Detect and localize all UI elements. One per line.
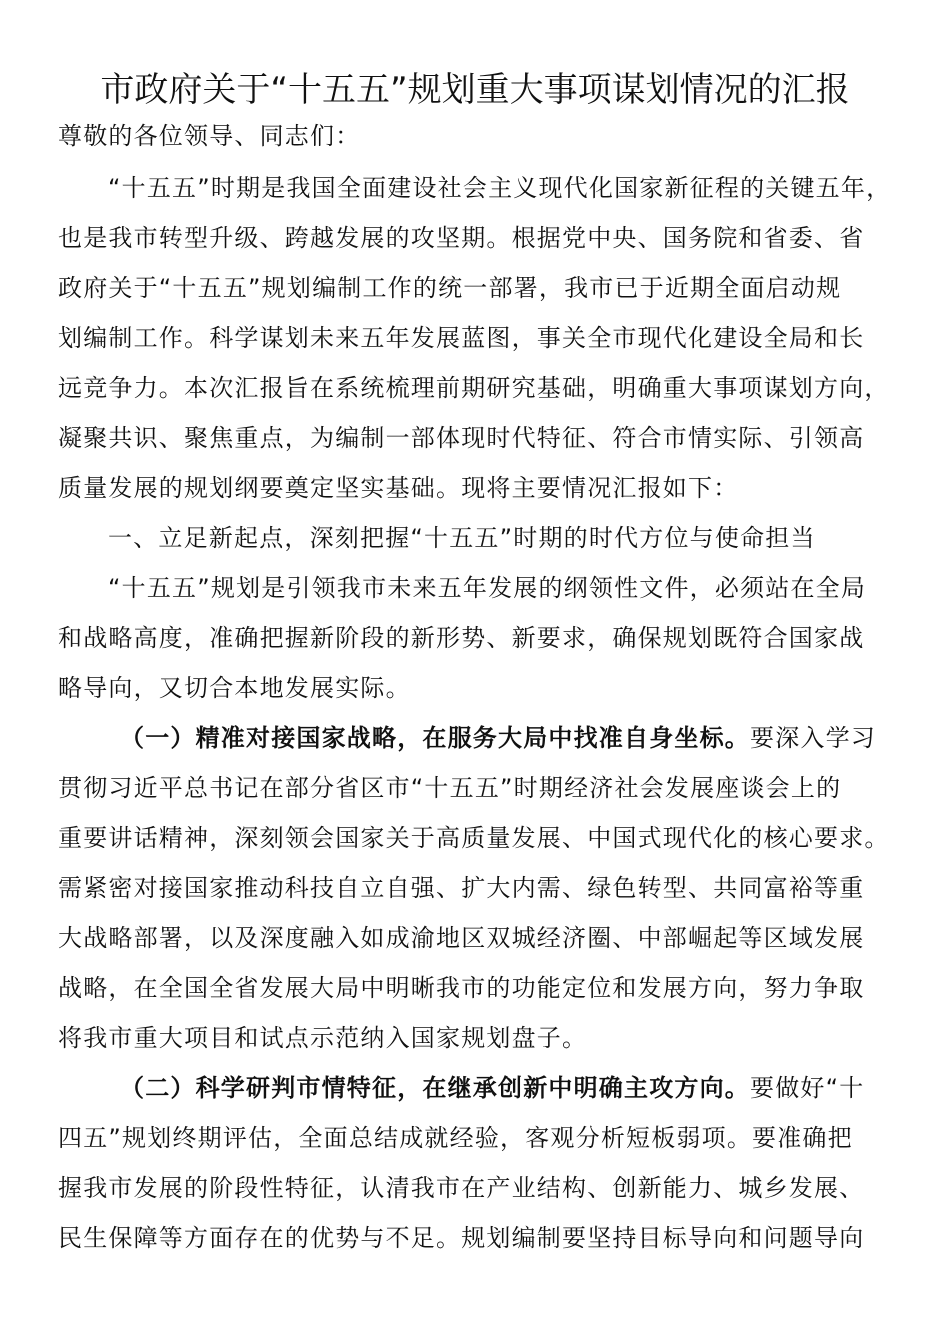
subsection-text: 要深入学习 <box>750 724 876 752</box>
paragraph-line: 大战略部署，以及深度融入如成渝地区双城经济圈、中部崛起等区域发展 <box>58 924 865 952</box>
paragraph-line: 将我市重大项目和试点示范纳入国家规划盘子。 <box>58 1024 588 1052</box>
subsection-heading-line <box>120 720 876 756</box>
paragraph-line: 也是我市转型升级、跨越发展的攻坚期。根据党中央、国务院和省委、省 <box>58 224 865 252</box>
paragraph-line: 重要讲话精神，深刻领会国家关于高质量发展、中国式现代化的核心要求。 <box>58 824 890 852</box>
paragraph-line: 需紧密对接国家推动科技自立自强、扩大内需、绿色转型、共同富裕等重 <box>58 874 865 902</box>
section-heading-1: 一、立足新起点，深刻把握“十五五”时期的时代方位与使命担当 <box>108 524 816 552</box>
paragraph-line: “十五五”规划是引领我市未来五年发展的纲领性文件，必须站在全局 <box>108 574 867 602</box>
paragraph-line: 战略，在全国全省发展大局中明晰我市的功能定位和发展方向，努力争取 <box>58 974 865 1002</box>
paragraph-line: 远竞争力。本次汇报旨在系统梳理前期研究基础，明确重大事项谋划方向， <box>58 374 890 402</box>
subsection-text: 要做好“十 <box>750 1074 865 1102</box>
paragraph-line: 民生保障等方面存在的优势与不足。规划编制要坚持目标导向和问题导向 <box>58 1224 865 1252</box>
paragraph-line: 贯彻习近平总书记在部分省区市“十五五”时期经济社会发展座谈会上的 <box>58 774 842 802</box>
paragraph-line: 握我市发展的阶段性特征，认清我市在产业结构、创新能力、城乡发展、 <box>58 1174 865 1202</box>
paragraph-line: “十五五”时期是我国全面建设社会主义现代化国家新征程的关键五年， <box>108 174 892 202</box>
salutation: 尊敬的各位领导、同志们： <box>58 122 361 150</box>
subsection-heading-2: （二）科学研判市情特征，在继承创新中明确主攻方向。 <box>120 1074 750 1102</box>
subsection-heading-line <box>120 1070 864 1106</box>
subsection-heading-1: （一）精准对接国家战略，在服务大局中找准自身坐标。 <box>120 724 750 752</box>
paragraph-line: 质量发展的规划纲要奠定坚实基础。现将主要情况汇报如下： <box>58 474 739 502</box>
paragraph-line: 凝聚共识、聚焦重点，为编制一部体现时代特征、符合市情实际、引领高 <box>58 424 865 452</box>
paragraph-line: 四五”规划终期评估，全面总结成就经验，客观分析短板弱项。要准确把 <box>58 1124 853 1152</box>
paragraph-line: 略导向，又切合本地发展实际。 <box>58 674 411 702</box>
paragraph-line: 和战略高度，准确把握新阶段的新形势、新要求，确保规划既符合国家战 <box>58 624 865 652</box>
paragraph-line: 政府关于“十五五”规划编制工作的统一部署，我市已于近期全面启动规 <box>58 274 842 302</box>
document-title: 市政府关于“十五五”规划重大事项谋划情况的汇报 <box>100 70 850 110</box>
paragraph-line: 划编制工作。科学谋划未来五年发展蓝图，事关全市现代化建设全局和长 <box>58 324 865 352</box>
